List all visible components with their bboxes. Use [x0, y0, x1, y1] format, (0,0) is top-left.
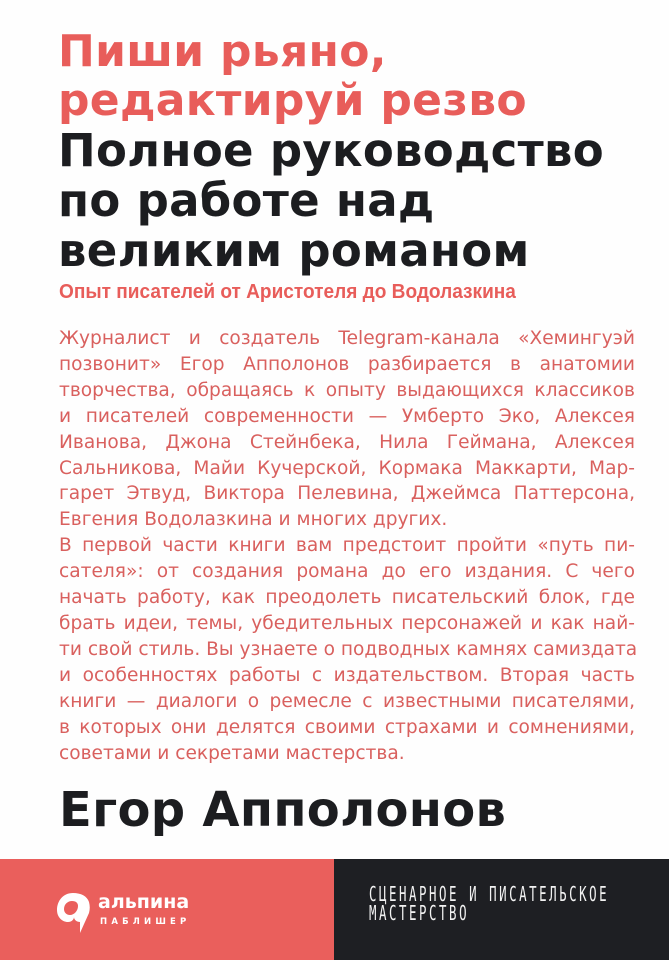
subtitle: Опыт писателей от Аристотеля до Водолазкина	[59, 280, 516, 303]
secondary-title	[58, 126, 604, 276]
series-title	[369, 882, 610, 925]
series-title-line-1: СЦЕНАРНОЕ И ПИСАТЕЛЬСКОЕ	[369, 882, 610, 906]
annotation-line: и писателей современности — Умберто Эко, Алексея	[59, 405, 635, 427]
annotation-text	[59, 326, 638, 766]
main-title	[58, 27, 527, 125]
annotation-line: Сальникова, Майи Кучерской, Кормака Маккарти, Мар-	[59, 457, 635, 479]
secondary-title-line-1: Полное руководство	[58, 124, 605, 177]
annotation-line: брать идеи, темы, убедительных персонажей и как най-	[59, 612, 635, 634]
secondary-title-line-2: по работе над	[58, 174, 435, 227]
annotation-line: сателя»: от создания романа до его издания. С чего	[59, 561, 635, 583]
annotation-line: Иванова, Джона Стейнбека, Нила Геймана, Алексея	[59, 431, 635, 453]
annotation-line: начать работу, как преодолеть писательский блок, где	[59, 587, 635, 609]
annotation-line: В первой части книги вам предстоит пройти «путь пи-	[59, 535, 635, 557]
main-title-line-2: редактируй резво	[58, 75, 527, 126]
annotation-line: ти свой стиль. Вы узнаете о подводных камнях самиздата	[59, 638, 638, 660]
main-title-line-1: Пиши рьяно,	[58, 26, 387, 77]
annotation-line: Журналист и создатель Telegram-канала «Хемингуэй	[59, 328, 635, 349]
annotation-line: творчества, обращаясь к опыту выдающихся классиков	[59, 379, 635, 401]
annotation-line: гарет Этвуд, Виктора Пелевина, Джеймса Паттерсона,	[59, 483, 635, 505]
author-name: Егор Апполонов	[59, 782, 507, 838]
publisher-logo	[56, 891, 206, 935]
publisher-name: альпина	[98, 891, 190, 913]
annotation-line: позвонит» Егор Апполонов разбирается в анатомии	[59, 353, 635, 375]
annotation-line: в которых они делятся своими страхами и сомнениями,	[59, 716, 635, 738]
annotation-line: Евгения Водолазкина и многих других.	[59, 509, 448, 531]
series-title-line-2: МАСТЕРСТВО	[369, 901, 470, 925]
secondary-title-line-3: великим романом	[58, 224, 530, 277]
publisher-subname: ПАБЛИШЕР	[100, 917, 191, 927]
annotation-line: книги — диалоги о ремесле с известными писателями,	[59, 690, 635, 712]
annotation-line: и особенностях работы с издательством. Вторая часть	[59, 664, 635, 686]
alpina-logo-icon	[56, 891, 90, 935]
annotation-line: советами и секретами мастерства.	[59, 742, 405, 764]
